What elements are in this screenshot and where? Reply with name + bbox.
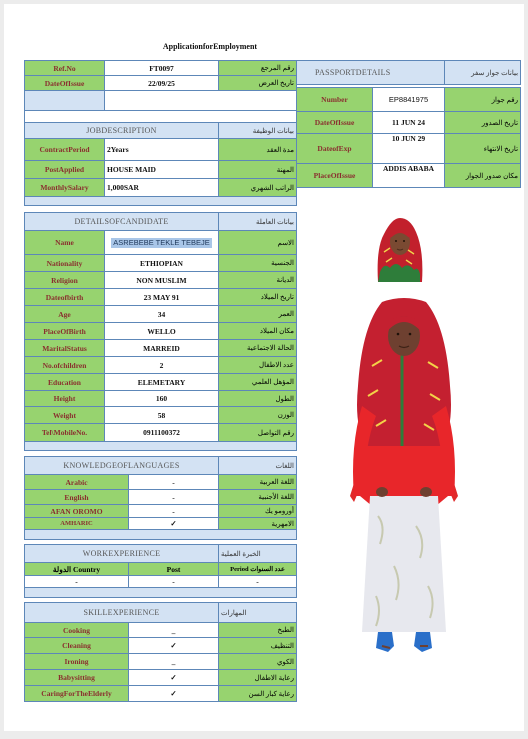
- lang-arabic-ar: اللغة العربية: [219, 475, 297, 490]
- height-value: 160: [105, 391, 219, 407]
- skill-cooking-ar: الطبخ: [219, 623, 297, 638]
- height-ar: الطول: [219, 391, 297, 407]
- languages-table: [24, 456, 297, 540]
- age-value: 34: [105, 306, 219, 323]
- skill-cleaning-label: Cleaning: [25, 638, 129, 654]
- contract-period-ar: مدة العقد: [219, 139, 297, 161]
- work-col-period: Period عدد السنوات: [219, 563, 297, 576]
- date-of-birth-label: Dateofbirth: [25, 289, 105, 306]
- post-applied-value: HOUSE MAID: [105, 161, 219, 179]
- monthly-salary-label: MonthlySalary: [25, 179, 105, 197]
- age-label: Age: [25, 306, 105, 323]
- passport-place-ar: مكان صدور الجواز: [445, 164, 521, 188]
- passport-photo: [370, 212, 428, 282]
- spacer-cell: [25, 588, 297, 598]
- passport-number-value: EP8841975: [373, 88, 445, 112]
- spacer-cell: [25, 530, 297, 540]
- post-applied-ar: المهنة: [219, 161, 297, 179]
- skills-table: [24, 602, 297, 702]
- lang-arabic-label: Arabic: [25, 475, 129, 490]
- religion-value: NON MUSLIM: [105, 272, 219, 289]
- passport-issue-label: DateOfIssue: [297, 112, 373, 134]
- skill-cleaning-value: ✓: [129, 638, 219, 654]
- passport-place-value: ADDIS ABABA: [373, 164, 445, 188]
- religion-ar: الديانة: [219, 272, 297, 289]
- marital-status-ar: الحالة الاجتماعية: [219, 340, 297, 357]
- ref-label: Ref.No: [25, 61, 105, 76]
- skill-elderly-value: ✓: [129, 686, 219, 702]
- nationality-value: ETHIOPIAN: [105, 255, 219, 272]
- lang-amharic-ar: الامهرية: [219, 518, 297, 530]
- passport-number-label: Number: [297, 88, 373, 112]
- candidate-header-ar: بيانات العاملة: [219, 213, 297, 231]
- skill-babysitting-value: ✓: [129, 670, 219, 686]
- spacer-cell: [105, 91, 297, 111]
- date-of-issue-value: 22/09/25: [105, 76, 219, 91]
- religion-label: Religion: [25, 272, 105, 289]
- children-value: 2: [105, 357, 219, 374]
- education-label: Education: [25, 374, 105, 391]
- lang-english-value: -: [129, 490, 219, 505]
- lang-afan-oromo-ar: أورومو يك: [219, 505, 297, 518]
- candidate-header: DETAILSOFCANDIDATE: [25, 213, 219, 231]
- marital-status-value: MARREID: [105, 340, 219, 357]
- full-body-photo: [342, 296, 466, 668]
- languages-header-ar: اللغات: [219, 457, 297, 475]
- name-value: ASREBEBE TEKLE TEBEJE: [111, 238, 212, 248]
- skill-babysitting-ar: رعاية الاطفال: [219, 670, 297, 686]
- date-of-issue-ar: تاريخ العرض: [219, 76, 297, 91]
- skills-header: SKILLEXPERIENCE: [25, 603, 219, 623]
- contract-period-value: 2Years: [105, 139, 219, 161]
- ref-value: FT0097: [105, 61, 219, 76]
- passport-issue-value: 11 JUN 24: [373, 112, 445, 134]
- ref-label-ar: رقم المرجع: [219, 61, 297, 76]
- skill-cleaning-ar: التنظيف: [219, 638, 297, 654]
- work-row-country: -: [25, 576, 129, 588]
- ref-job-table: [24, 60, 297, 206]
- spacer-cell: [25, 91, 105, 111]
- nationality-ar: الجنسية: [219, 255, 297, 272]
- lang-afan-oromo-value: -: [129, 505, 219, 518]
- weight-ar: الوزن: [219, 407, 297, 424]
- children-ar: عدد الاطفال: [219, 357, 297, 374]
- work-experience-table: [24, 544, 297, 598]
- height-label: Height: [25, 391, 105, 407]
- languages-header: KNOWLEDGEOFLANGUAGES: [25, 457, 219, 475]
- nationality-label: Nationality: [25, 255, 105, 272]
- children-label: No.ofchildren: [25, 357, 105, 374]
- lang-amharic-value: ✓: [129, 518, 219, 530]
- monthly-salary-ar: الراتب الشهري: [219, 179, 297, 197]
- mobile-value: 0911100372: [105, 424, 219, 442]
- candidate-table: [24, 212, 297, 451]
- skill-elderly-label: CaringForTheElderly: [25, 686, 129, 702]
- work-experience-header: WORKEXPERIENCE: [25, 545, 219, 563]
- education-value: ELEMETARY: [105, 374, 219, 391]
- monthly-salary-value: 1,000SAR: [105, 179, 219, 197]
- work-row-period: -: [219, 576, 297, 588]
- mobile-ar: رقم التواصل: [219, 424, 297, 442]
- passport-number-ar: رقم جواز: [445, 88, 521, 112]
- name-label: Name: [25, 231, 105, 255]
- passport-place-label: PlaceOfIssue: [297, 164, 373, 188]
- passport-table: [296, 60, 521, 188]
- lang-english-label: English: [25, 490, 129, 505]
- age-ar: العمر: [219, 306, 297, 323]
- skill-ironing-value: _: [129, 654, 219, 670]
- passport-expiry-value: 10 JUN 29: [373, 134, 445, 164]
- job-description-header-ar: بيانات الوظيفة: [219, 123, 297, 139]
- date-of-birth-value: 23 MAY 91: [105, 289, 219, 306]
- passport-header-ar: بيانات جواز سفر: [445, 61, 521, 85]
- skills-header-ar: المهارات: [219, 603, 297, 623]
- work-col-country: الدولة Country: [25, 563, 129, 576]
- weight-label: Weight: [25, 407, 105, 424]
- education-ar: المؤهل العلمي: [219, 374, 297, 391]
- lang-afan-oromo-label: AFAN OROMO: [25, 505, 129, 518]
- date-of-issue-label: DateOfIssue: [25, 76, 105, 91]
- page-title: ApplicationforEmployment: [162, 42, 258, 51]
- place-of-birth-ar: مكان الميلاد: [219, 323, 297, 340]
- place-of-birth-label: PlaceOfBirth: [25, 323, 105, 340]
- passport-issue-ar: تاريخ الصدور: [445, 112, 521, 134]
- job-description-header: JOBDESCRIPTION: [25, 123, 219, 139]
- skill-ironing-ar: الكوي: [219, 654, 297, 670]
- contract-period-label: ContractPeriod: [25, 139, 105, 161]
- passport-header: PASSPORTDETAILS: [297, 61, 445, 85]
- lang-amharic-label: AMHARIC: [25, 518, 129, 530]
- work-col-post: Post: [129, 563, 219, 576]
- work-experience-header-ar: الخبرة العملية: [219, 545, 297, 563]
- name-ar: الاسم: [219, 231, 297, 255]
- skill-cooking-value: _: [129, 623, 219, 638]
- passport-expiry-ar: تاريخ الانتهاء: [445, 134, 521, 164]
- weight-value: 58: [105, 407, 219, 424]
- spacer-cell: [25, 442, 297, 451]
- work-row-post: -: [129, 576, 219, 588]
- application-page: [4, 4, 524, 731]
- mobile-label: Tel\MobileNo.: [25, 424, 105, 442]
- skill-ironing-label: Ironing: [25, 654, 129, 670]
- date-of-birth-ar: تاريخ الميلاد: [219, 289, 297, 306]
- marital-status-label: MaritalStatus: [25, 340, 105, 357]
- skill-cooking-label: Cooking: [25, 623, 129, 638]
- name-value-cell: [105, 231, 219, 255]
- spacer-cell: [25, 197, 297, 206]
- post-applied-label: PostApplied: [25, 161, 105, 179]
- place-of-birth-value: WELLO: [105, 323, 219, 340]
- lang-arabic-value: -: [129, 475, 219, 490]
- passport-expiry-label: DateofExp: [297, 134, 373, 164]
- lang-english-ar: اللغة الأجنبية: [219, 490, 297, 505]
- skill-babysitting-label: Babysitting: [25, 670, 129, 686]
- spacer-cell: [25, 111, 297, 123]
- skill-elderly-ar: رعاية كبار السن: [219, 686, 297, 702]
